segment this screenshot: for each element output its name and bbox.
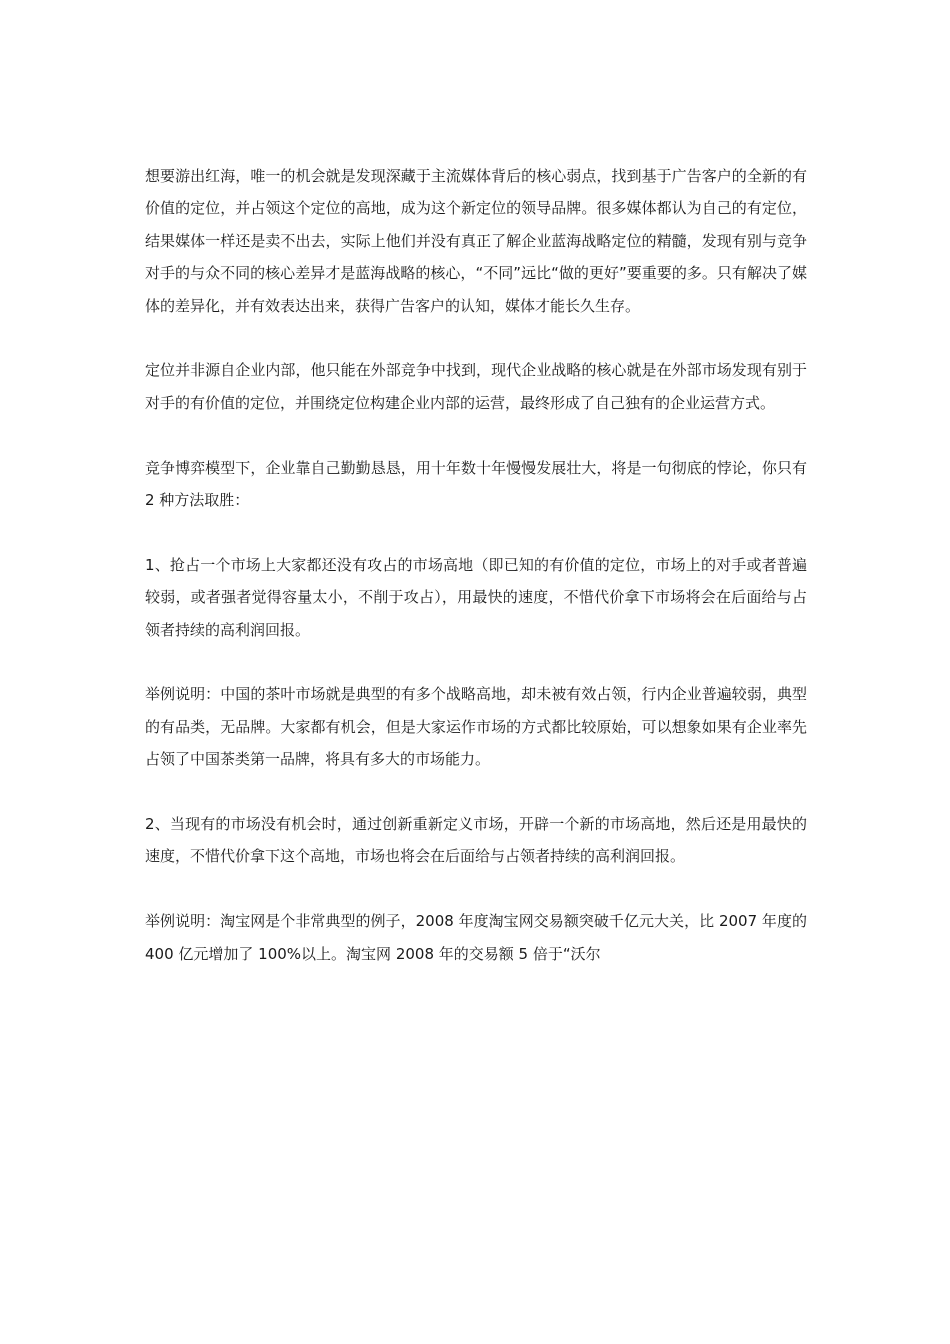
paragraph-spacer [145, 646, 807, 678]
paragraph-method-one: 1、抢占一个市场上大家都还没有攻占的市场高地（即已知的有价值的定位，市场上的对手或者普遍较弱，或者强者觉得容量太小，不削于攻占），用最快的速度，不惜代价拿下市场将会在后面给与占领者持续的高利润回报。 [145, 555, 807, 639]
paragraph-example-tea: 举例说明：中国的茶叶市场就是典型的有多个战略高地，却未被有效占领，行内企业普遍较弱，典型的有品类，无品牌。大家都有机会，但是大家运作市场的方式都比较原始，可以想象如果有企业率先占领了中国茶类第一品牌，将具有多大的市场能力。 [145, 685, 807, 769]
paragraph-spacer [145, 873, 807, 905]
paragraph-method-two: 2、当现有的市场没有机会时，通过创新重新定义市场，开辟一个新的市场高地，然后还是用最快的速度，不惜代价拿下这个高地，市场也将会在后面给与占领者持续的高利润回报。 [145, 815, 807, 866]
paragraph-game-model: 竞争博弈模型下，企业靠自己勤勤恳恳，用十年数十年慢慢发展壮大，将是一句彻底的悖论，你只有 2 种方法取胜： [145, 458, 807, 510]
paragraph-spacer [145, 776, 807, 808]
paragraph-spacer [145, 419, 807, 451]
paragraph-example-taobao: 举例说明：淘宝网是个非常典型的例子，2008 年度淘宝网交易额突破千亿元大关，比 2007 年度的 400 亿元增加了 100%以上。淘宝网 2008 年的交易额 5 倍于“沃尔 [145, 912, 807, 963]
paragraph-positioning: 定位并非源自企业内部，他只能在外部竞争中找到，现代企业战略的核心就是在外部市场发现有别于对手的有价值的定位，并围绕定位构建企业内部的运营，最终形成了自己独有的企业运营方式。 [145, 361, 807, 412]
paragraph-spacer [145, 516, 807, 548]
document-body [145, 160, 807, 970]
paragraph-red-ocean: 想要游出红海，唯一的机会就是发现深藏于主流媒体背后的核心弱点，找到基于广告客户的全新的有价值的定位，并占领这个定位的高地，成为这个新定位的领导品牌。很多媒体都认为自己的有定位，结果媒体一样还是卖不出去，实际上他们并没有真正了解企业蓝海战略定位的精髓，发现有别与竞争对手的与众不同的核心差异才是蓝海战略的核心，“不同”远比“做的更好”要重要的多。只有解决了媒体的差异化，并有效表达出来，获得广告客户的认知，媒体才能长久生存。 [145, 167, 807, 315]
paragraph-spacer [145, 322, 807, 354]
